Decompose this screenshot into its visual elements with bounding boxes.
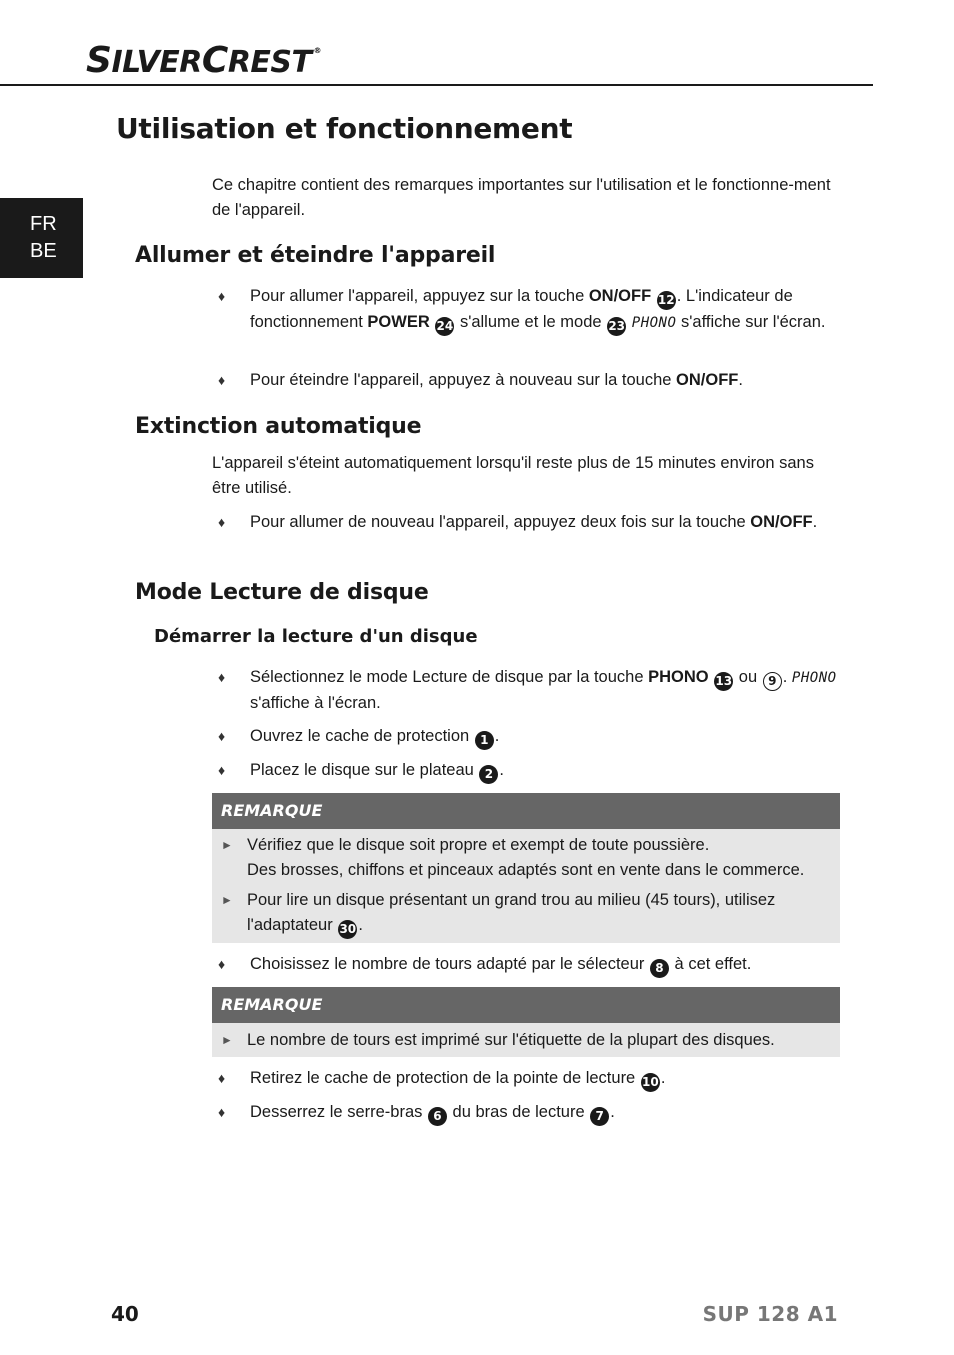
key-label: POWER [367, 313, 430, 331]
list-item: ♦ Pour éteindre l'appareil, appuyez à nouveau sur la touche ON/OFF. [212, 368, 840, 393]
diamond-bullet-icon: ♦ [218, 372, 226, 388]
reference-number: 6 [428, 1107, 447, 1126]
triangle-bullet-icon: ► [221, 838, 233, 852]
key-label: ON/OFF [750, 513, 813, 531]
key-label: ON/OFF [676, 371, 739, 389]
triangle-bullet-icon: ► [221, 893, 233, 907]
section-heading-auto-off: Extinction automatique [135, 414, 422, 439]
logo-text: REST [227, 45, 312, 80]
note-header: REMARQUE [212, 987, 840, 1023]
section-heading-power: Allumer et éteindre l'appareil [135, 243, 496, 268]
list-item: ♦ Pour allumer l'appareil, appuyez sur la touche ON/OFF 12 . L'indicateur de fonctionnement POWER 24 s'allume et le mode 23 PHONO s'affiche sur l'écran. [212, 284, 840, 336]
country-code: BE [30, 240, 57, 262]
brand-logo [86, 40, 321, 81]
display-text: PHONO [791, 670, 837, 686]
list-item: ♦ Pour allumer de nouveau l'appareil, appuyez deux fois sur la touche ON/OFF. [212, 510, 840, 535]
header-rule [0, 84, 873, 86]
diamond-bullet-icon: ♦ [218, 956, 226, 972]
diamond-bullet-icon: ♦ [218, 514, 226, 530]
triangle-bullet-icon: ► [221, 1033, 233, 1047]
reference-number: 12 [657, 291, 676, 310]
page-title: Utilisation et fonctionnement [116, 112, 573, 145]
note-item: ► Vérifiez que le disque soit propre et exempt de toute poussière. Des brosses, chiffons et pinceaux adaptés sont en vente dans le commerce. [220, 833, 832, 883]
section-heading-disc-mode: Mode Lecture de disque [135, 580, 429, 605]
note-header: REMARQUE [212, 793, 840, 829]
list-item: ♦ Desserrez le serre-bras 6 du bras de lecture 7 . [212, 1100, 840, 1126]
reference-number: 2 [479, 765, 498, 784]
key-label: PHONO [648, 668, 709, 686]
reference-number: 13 [714, 672, 733, 691]
diamond-bullet-icon: ♦ [218, 288, 226, 304]
diamond-bullet-icon: ♦ [218, 1070, 226, 1086]
reference-number: 23 [607, 317, 626, 336]
language-code: FR [30, 213, 57, 235]
model-number: SUP 128 A1 [702, 1302, 838, 1326]
language-tab [0, 198, 83, 278]
reference-number: 24 [435, 317, 454, 336]
note-box [212, 1023, 840, 1057]
list-item: ♦ Ouvrez le cache de protection 1 . [212, 724, 840, 750]
list-item: ♦ Sélectionnez le mode Lecture de disque par la touche PHONO 13 ou 9 . PHONO s'affiche à l'écran. [212, 665, 840, 716]
logo-initial: C [201, 40, 228, 81]
reference-number: 1 [475, 731, 494, 750]
diamond-bullet-icon: ♦ [218, 1104, 226, 1120]
list-item: ♦ Choisissez le nombre de tours adapté par le sélecteur 8 à cet effet. [212, 952, 840, 978]
registered-mark: ® [313, 46, 321, 55]
page-number: 40 [111, 1302, 139, 1326]
diamond-bullet-icon: ♦ [218, 669, 226, 685]
reference-number: 30 [338, 920, 357, 939]
reference-number: 7 [590, 1107, 609, 1126]
note-item: ► Pour lire un disque présentant un grand trou au milieu (45 tours), utilisez l'adaptateur 30 . [220, 888, 832, 939]
auto-off-paragraph: L'appareil s'éteint automatiquement lorsqu'il reste plus de 15 minutes environ sans être utilisé. [212, 454, 814, 497]
display-text: PHONO [631, 315, 677, 331]
diamond-bullet-icon: ♦ [218, 762, 226, 778]
subsection-heading: Démarrer la lecture d'un disque [154, 626, 478, 647]
list-item: ♦ Placez le disque sur le plateau 2 . [212, 758, 840, 784]
key-label: ON/OFF [588, 287, 652, 305]
list-item: ♦ Retirez le cache de protection de la pointe de lecture 10 . [212, 1066, 840, 1092]
note-item: ► Le nombre de tours est imprimé sur l'étiquette de la plupart des disques. [220, 1028, 832, 1053]
reference-number: 10 [641, 1073, 660, 1092]
intro-paragraph: Ce chapitre contient des remarques importantes sur l'utilisation et le fonctionne-ment de l'appareil. [212, 176, 831, 219]
reference-number: 9 [763, 672, 782, 691]
logo-initial: S [86, 40, 112, 81]
note-box [212, 829, 840, 943]
reference-number: 8 [650, 959, 669, 978]
logo-text: ILVER [111, 45, 202, 80]
diamond-bullet-icon: ♦ [218, 728, 226, 744]
